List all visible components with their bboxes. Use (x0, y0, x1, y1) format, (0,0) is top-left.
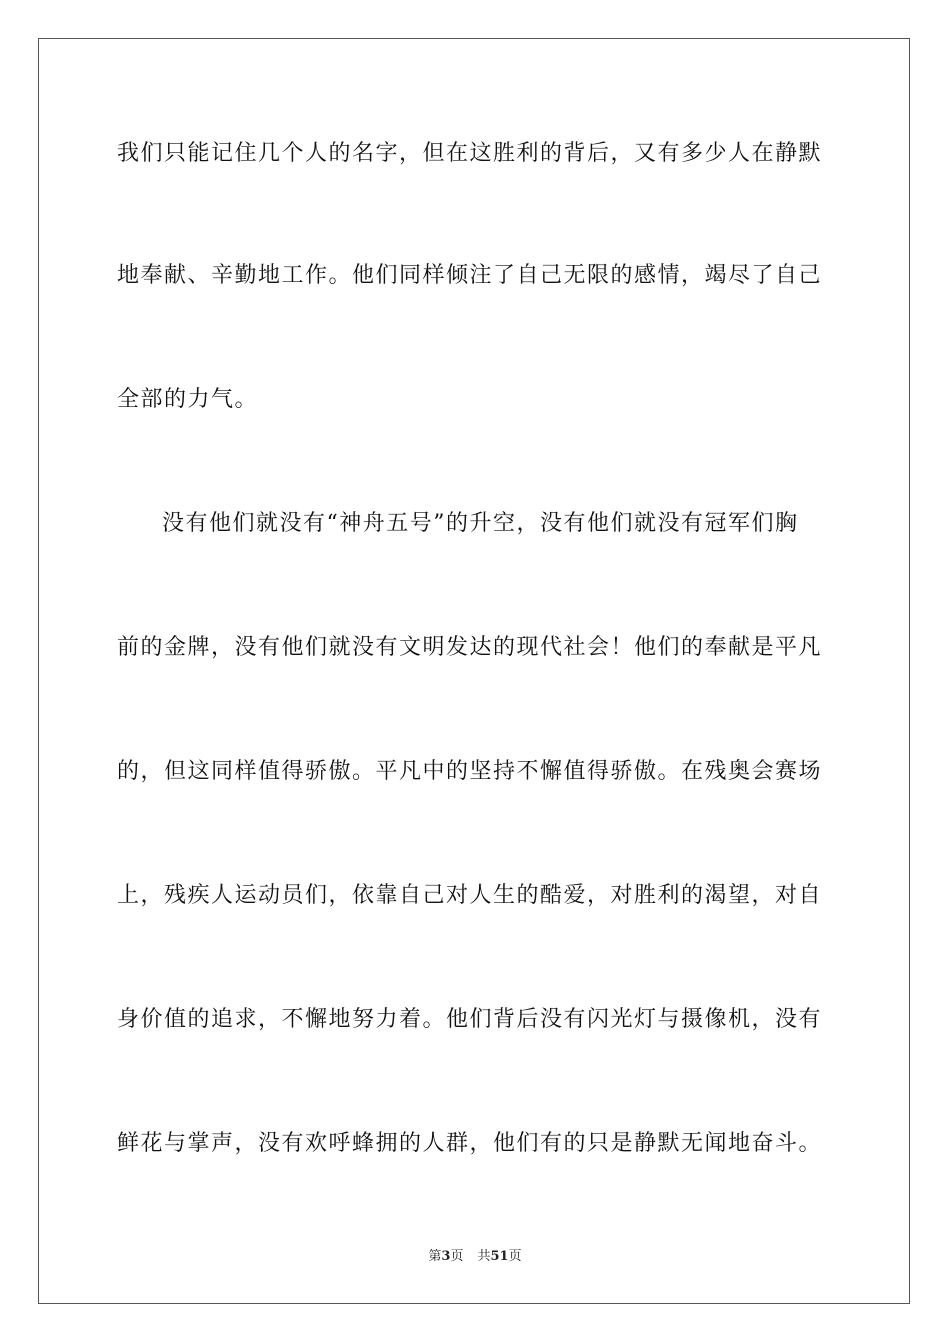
text-line: 我们只能记住几个人的名字，但在这胜利的背后，又有多少人在静默 (117, 141, 823, 166)
page-border (38, 38, 910, 1304)
total-pages: 51 (490, 1249, 509, 1264)
page-footer (0, 1249, 950, 1265)
text-line: 身价值的追求，不懈地努力着。他们背后没有闪光灯与摄像机，没有 (117, 1007, 823, 1032)
page-prefix: 第 (428, 1249, 442, 1264)
text-line: 前的金牌，没有他们就没有文明发达的现代社会！他们的奉献是平凡 (117, 635, 823, 660)
total-suffix: 页 (508, 1249, 522, 1264)
text-line: 全部的力气。 (117, 387, 259, 412)
page-number: 3 (441, 1249, 451, 1264)
text-line: 鲜花与掌声，没有欢呼蜂拥的人群，他们有的只是静默无闻地奋斗。 (117, 1131, 823, 1156)
text-line: 的，但这同样值得骄傲。平凡中的坚持不懈值得骄傲。在残奥会赛场 (117, 759, 823, 784)
page-suffix: 页 (450, 1249, 464, 1264)
total-prefix: 共 (477, 1249, 491, 1264)
text-line: 上，残疾人运动员们，依靠自己对人生的酷爱，对胜利的渴望，对自 (117, 883, 823, 908)
text-line: 地奉献、辛勤地工作。他们同样倾注了自己无限的感情，竭尽了自己 (117, 263, 823, 288)
text-line: 没有他们就没有“神舟五号”的升空，没有他们就没有冠军们胸 (162, 511, 799, 536)
